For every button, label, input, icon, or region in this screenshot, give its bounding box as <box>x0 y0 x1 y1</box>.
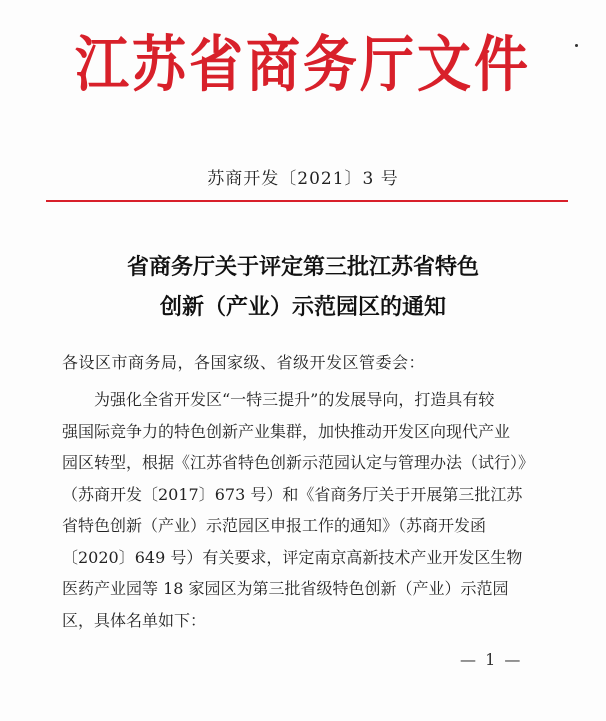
body-line: 〔2020〕649 号）有关要求，评定南京高新技术产业开发区生物 <box>62 547 523 567</box>
issuer-header: 江苏省商务厅文件 <box>75 29 531 100</box>
body-line: 强国际竞争力的特色创新产业集群，加快推动开发区向现代产业 <box>62 421 511 441</box>
page-number: — 1 — <box>460 650 523 669</box>
document-number: 苏商开发〔2021〕3 号 <box>207 169 399 189</box>
notice-title <box>0 248 606 328</box>
body-line: 区，具体名单如下： <box>62 610 207 630</box>
body-line: 园区转型，根据《江苏省特色创新示范园认定与管理办法（试行）》 <box>62 453 535 472</box>
body-line: 为强化全省开发区“一特三提升”的发展导向，打造具有较 <box>94 390 495 409</box>
body-line: 医药产业园等 18 家园区为第三批省级特色创新（产业）示范园 <box>62 579 509 598</box>
body-line: （苏商开发〔2017〕673 号）和《省商务厅关于开展第三批江苏 <box>62 484 523 504</box>
notice-title-line: 省商务厅关于评定第三批江苏省特色 <box>126 255 479 280</box>
notice-title-line: 创新（产业）示范园区的通知 <box>159 295 446 320</box>
salutation: 各设区市商务局，各国家级、省级开发区管委会： <box>62 353 426 372</box>
body-paragraph <box>62 384 546 636</box>
body-line: 省特色创新（产业）示范园区申报工作的通知》（苏商开发函 <box>62 516 487 535</box>
red-divider-line <box>46 200 568 202</box>
